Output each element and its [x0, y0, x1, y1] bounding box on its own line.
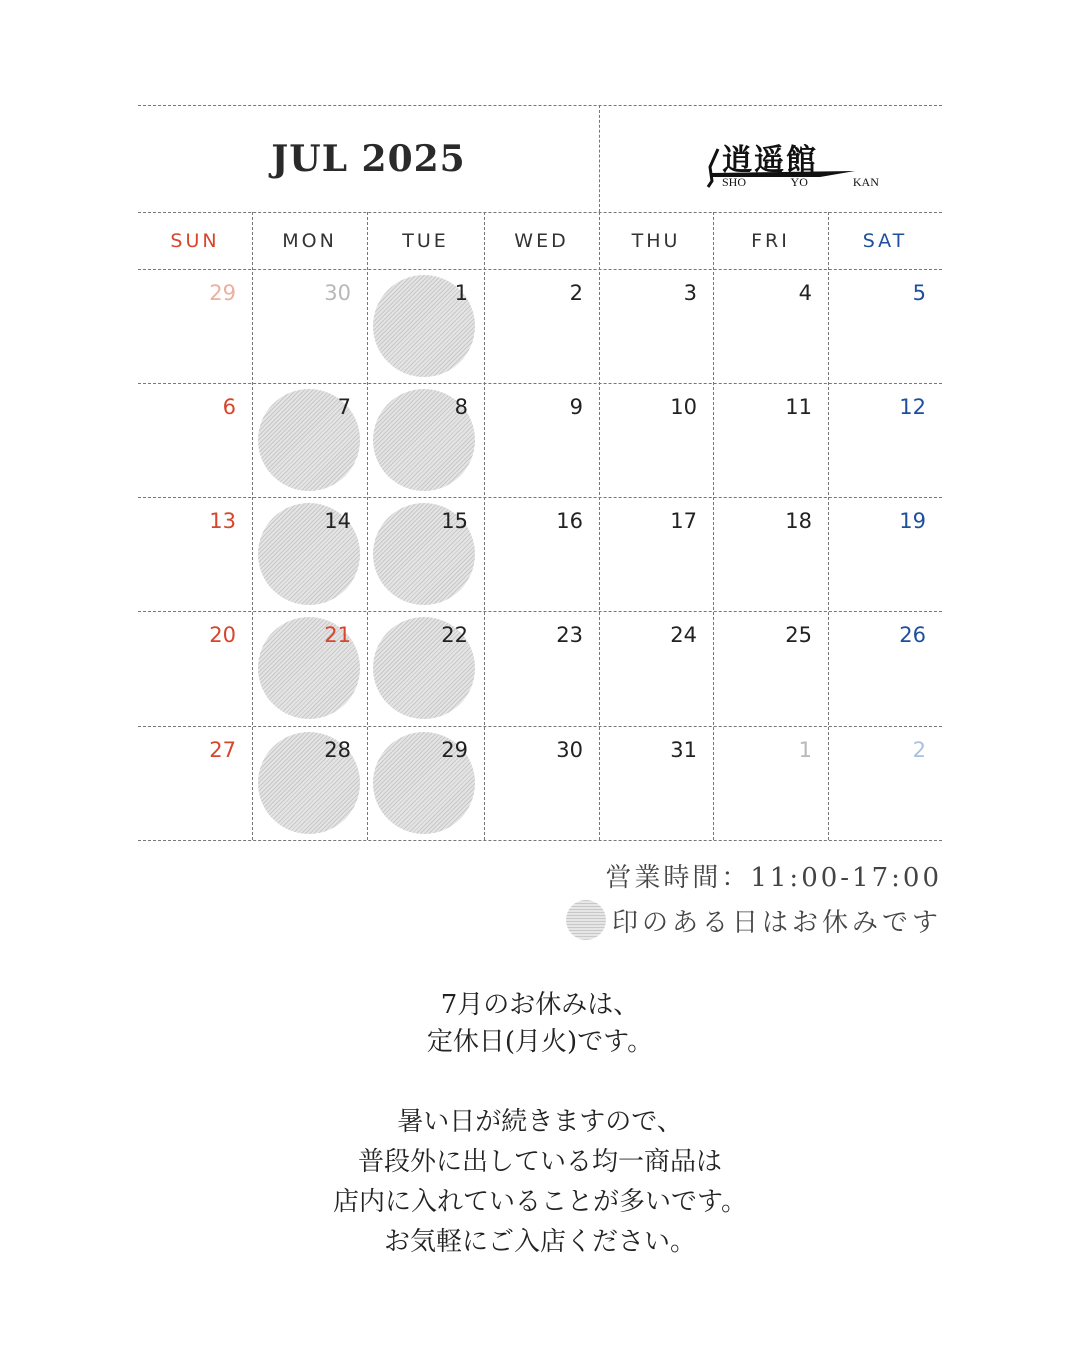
day-cell — [599, 383, 713, 497]
grid-line — [138, 840, 942, 841]
logo-kanji: 逍遥館 — [722, 143, 818, 178]
day-cell — [138, 383, 252, 497]
day-cell — [713, 269, 828, 383]
day-cell — [599, 497, 713, 611]
day-cell — [713, 726, 828, 840]
month-title: JUL 2025 — [271, 137, 466, 180]
day-number: 22 — [441, 623, 468, 647]
day-number: 31 — [670, 738, 697, 762]
day-number: 17 — [670, 509, 697, 533]
day-cell — [367, 611, 484, 725]
weekday-mon: MON — [282, 229, 337, 252]
day-number: 26 — [899, 623, 926, 647]
day-number: 13 — [209, 509, 236, 533]
day-cell — [367, 269, 484, 383]
closed-legend — [566, 900, 942, 940]
day-cell — [828, 269, 942, 383]
day-number: 12 — [899, 395, 926, 419]
day-cell — [599, 269, 713, 383]
day-cell — [828, 497, 942, 611]
day-cell — [138, 497, 252, 611]
calendar-frame — [138, 105, 942, 841]
day-number: 3 — [683, 281, 697, 305]
day-number: 6 — [222, 395, 236, 419]
notice-line: 定休日(月火)です。 — [426, 1027, 654, 1057]
day-number: 14 — [324, 509, 351, 533]
day-number: 28 — [324, 738, 351, 762]
day-number: 1 — [798, 738, 812, 762]
weekday-tue: TUE — [402, 229, 449, 252]
day-cell — [252, 269, 367, 383]
business-hours: 営業時間：11:00-17:00 — [605, 863, 942, 893]
day-number: 8 — [454, 395, 468, 419]
grid-line — [599, 105, 600, 212]
day-number: 9 — [569, 395, 583, 419]
weekday-sun: SUN — [170, 229, 220, 252]
day-cell — [713, 611, 828, 725]
day-cell — [828, 611, 942, 725]
day-number: 11 — [785, 395, 812, 419]
day-number: 30 — [556, 738, 583, 762]
day-cell — [252, 726, 367, 840]
day-cell — [138, 269, 252, 383]
notice-line: 暑い日が続きますので、 — [397, 1107, 683, 1137]
day-cell — [484, 726, 599, 840]
weekday-fri: FRI — [751, 229, 790, 252]
day-number: 1 — [454, 281, 468, 305]
day-cell — [367, 383, 484, 497]
day-cell — [252, 611, 367, 725]
day-cell — [367, 497, 484, 611]
closed-legend-text: 印のある日はお休みです — [611, 907, 942, 938]
day-cell — [484, 383, 599, 497]
day-cell — [828, 726, 942, 840]
day-number: 30 — [324, 281, 351, 305]
day-cell — [367, 726, 484, 840]
day-cell — [599, 611, 713, 725]
day-cell — [599, 726, 713, 840]
day-cell — [252, 383, 367, 497]
day-cell — [484, 497, 599, 611]
weekday-wed: WED — [514, 229, 569, 252]
closed-marker-icon — [566, 900, 606, 940]
day-number: 2 — [569, 281, 583, 305]
notice-line: 7月のお休みは、 — [440, 990, 640, 1020]
day-number: 29 — [209, 281, 236, 305]
day-number: 15 — [441, 509, 468, 533]
day-number: 20 — [209, 623, 236, 647]
day-cell — [138, 611, 252, 725]
day-number: 18 — [785, 509, 812, 533]
day-number: 29 — [441, 738, 468, 762]
day-number: 23 — [556, 623, 583, 647]
day-cell — [828, 383, 942, 497]
weekday-thu: THU — [631, 229, 681, 252]
day-number: 19 — [899, 509, 926, 533]
weekday-sat: SAT — [862, 229, 908, 252]
day-number: 25 — [785, 623, 812, 647]
notice-line: お気軽にご入店ください。 — [383, 1227, 696, 1257]
day-cell — [713, 497, 828, 611]
day-cell — [252, 497, 367, 611]
day-cell — [713, 383, 828, 497]
day-number: 24 — [670, 623, 697, 647]
day-number: 7 — [337, 395, 351, 419]
day-number: 4 — [798, 281, 812, 305]
day-cell — [138, 726, 252, 840]
day-number: 16 — [556, 509, 583, 533]
day-cell — [484, 611, 599, 725]
shop-logo — [700, 135, 879, 191]
logo-roman: SHO YO KAN — [722, 175, 879, 189]
notice-line: 普段外に出している均一商品は — [357, 1147, 722, 1177]
day-number: 10 — [670, 395, 697, 419]
day-number: 21 — [324, 623, 351, 647]
day-number: 5 — [912, 281, 926, 305]
day-number: 27 — [209, 738, 236, 762]
day-number: 2 — [912, 738, 926, 762]
notice-line: 店内に入れていることが多いです。 — [333, 1187, 747, 1217]
day-cell — [484, 269, 599, 383]
